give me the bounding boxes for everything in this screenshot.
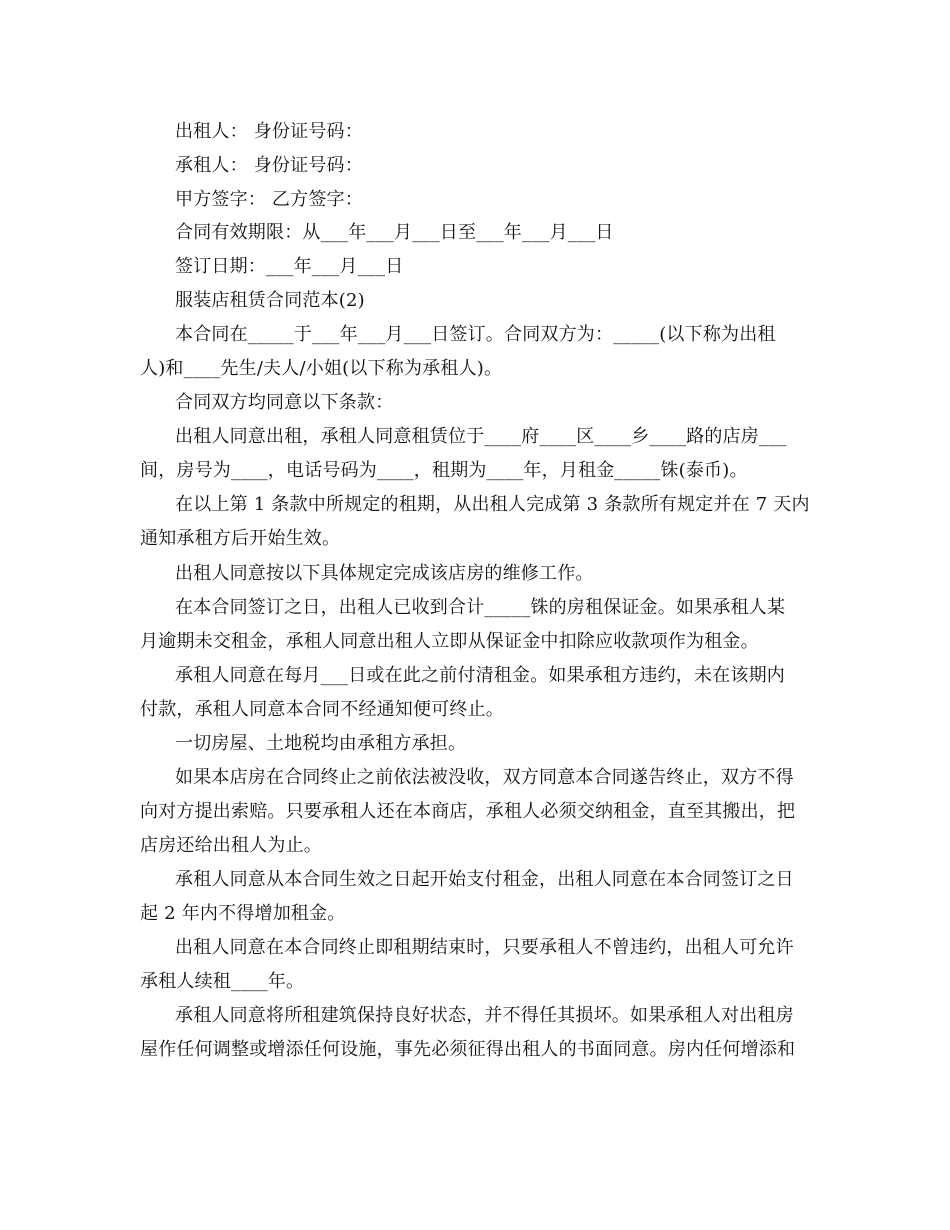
paragraph-line: 通知承租方后开始生效。 xyxy=(140,528,341,549)
lessor-id-line: 出租人： 身份证号码： xyxy=(175,121,363,142)
paragraph-line: 承租人同意在每月___日或在此之前付清租金。如果承租方违约，未在该期内 xyxy=(175,665,785,686)
paragraph-line: 合同双方均同意以下条款： xyxy=(175,392,394,413)
paragraph-line: 一切房屋、土地税均由承租方承担。 xyxy=(175,733,467,754)
section-title: 服装店租赁合同范本(2) xyxy=(175,290,365,311)
paragraph-line: 出租人同意出租，承租人同意租赁位于____府____区____乡____路的店房___ xyxy=(175,426,787,447)
paragraph-line: 承租人同意从本合同生效之日起开始支付租金，出租人同意在本合同签订之日 xyxy=(175,869,794,890)
paragraph-line: 承租人续租____年。 xyxy=(140,971,305,992)
paragraph-line: 在本合同签订之日，出租人已收到合计_____铢的房租保证金。如果承租人某 xyxy=(175,597,786,618)
paragraph-line: 人)和____先生/夫人/小姐(以下称为承租人)。 xyxy=(140,358,503,379)
paragraph-line: 在以上第 1 条款中所规定的租期，从出租人完成第 3 条款所有规定并在 7 天内 xyxy=(175,494,810,515)
paragraph-line: 起 2 年内不得增加租金。 xyxy=(140,903,346,924)
paragraph-line: 间，房号为____，电话号码为____，租期为____年，月租金_____铢(泰币)。 xyxy=(140,460,748,481)
signing-date-line: 签订日期：___年___月___日 xyxy=(175,256,404,277)
lessee-id-line: 承租人： 身份证号码： xyxy=(175,155,363,176)
paragraph-line: 月逾期未交租金，承租人同意出租人立即从保证金中扣除应收款项作为租金。 xyxy=(140,631,759,652)
paragraph-line: 屋作任何调整或增添任何设施，事先必须征得出租人的书面同意。房内任何增添和 xyxy=(140,1039,796,1060)
paragraph-line: 向对方提出索赔。只要承租人还在本商店，承租人必须交纳租金，直至其搬出，把 xyxy=(140,801,796,822)
validity-period-line: 合同有效期限：从___年___月___日至___年___月___日 xyxy=(175,222,614,243)
paragraph-line: 如果本店房在合同终止之前依法被没收，双方同意本合同遂告终止，双方不得 xyxy=(175,767,794,788)
paragraph-line: 承租人同意将所租建筑保持良好状态，并不得任其损坏。如果承租人对出租房 xyxy=(175,1005,794,1026)
signature-line: 甲方签字： 乙方签字： xyxy=(175,189,363,210)
paragraph-line: 店房还给出租人为止。 xyxy=(140,835,322,856)
paragraph-line: 本合同在_____于___年___月___日签订。合同双方为：_____(以下称为出租 xyxy=(175,324,776,345)
paragraph-line: 付款，承租人同意本合同不经通知便可终止。 xyxy=(140,699,504,720)
paragraph-line: 出租人同意按以下具体规定完成该店房的维修工作。 xyxy=(175,563,594,584)
paragraph-line: 出租人同意在本合同终止即租期结束时，只要承租人不曾违约，出租人可允许 xyxy=(175,937,794,958)
